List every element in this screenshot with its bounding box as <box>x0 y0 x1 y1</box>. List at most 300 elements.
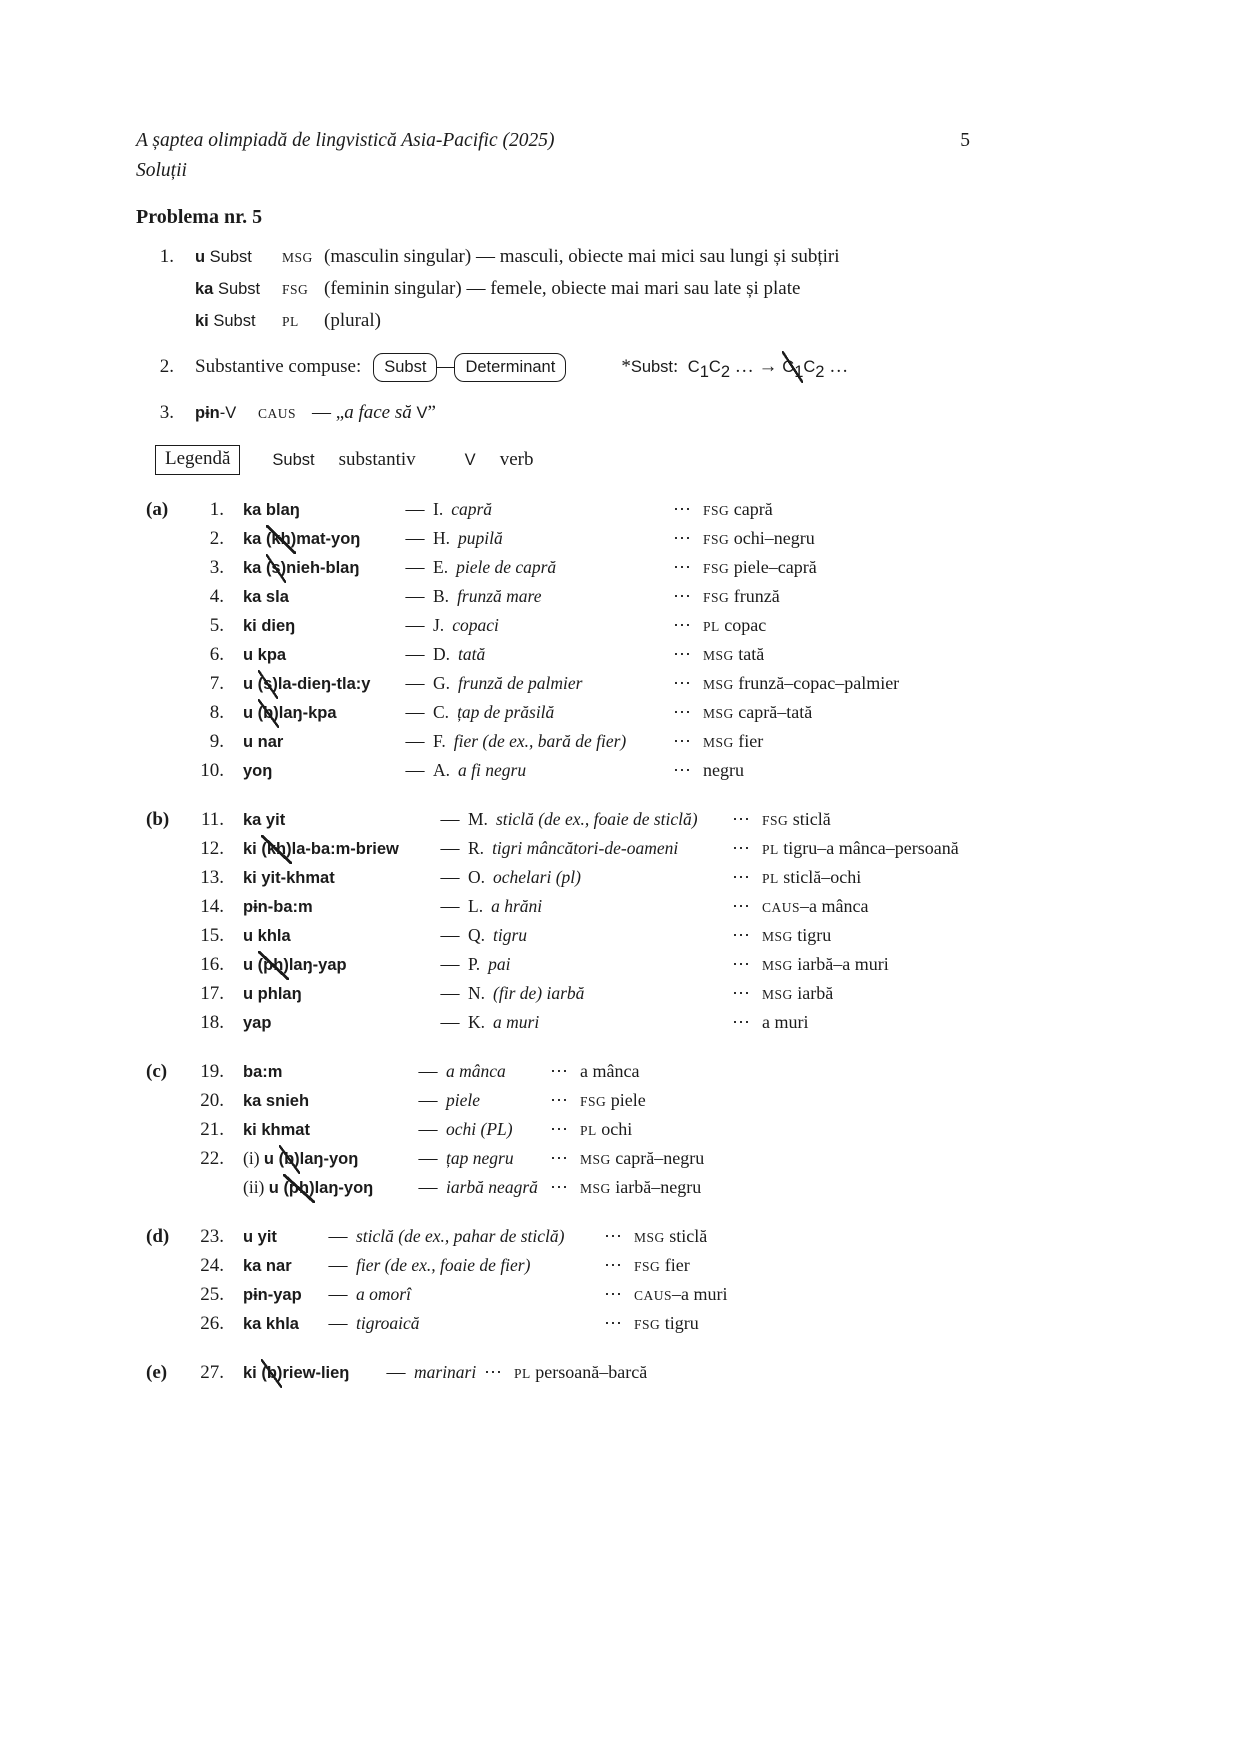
solution-row <box>136 1309 970 1338</box>
item-translation <box>468 863 732 892</box>
item-number: 13. <box>200 867 224 888</box>
section-label: (c) <box>146 1061 168 1082</box>
translation-text: sticlă (de ex., foaie de sticlă) <box>495 809 698 829</box>
match-letter: J. <box>433 615 445 635</box>
morpheme-gloss: negru <box>703 760 744 780</box>
noun-class-tag: MSG <box>282 250 313 265</box>
dash-separator: — <box>405 731 425 752</box>
morpheme-gloss: FSG sticlă <box>762 809 831 829</box>
item-number: 20. <box>200 1090 224 1111</box>
match-letter: H. <box>433 528 451 548</box>
dash-separator: — <box>405 586 425 607</box>
morpheme-gloss: FSG tigru <box>634 1313 699 1333</box>
solution-row <box>136 1057 970 1086</box>
item-translation <box>468 1008 732 1037</box>
item-translation <box>433 727 673 756</box>
cancelled-segment: (ph) <box>283 1174 314 1203</box>
item-form: u nar <box>243 733 284 751</box>
section-label: (a) <box>146 499 169 520</box>
item-number: 21. <box>200 1119 224 1140</box>
noun-class-description: (feminin singular) — femele, obiecte mai mari sau late și plate <box>324 278 801 299</box>
item-number: 19. <box>200 1061 224 1082</box>
solution-row <box>136 1144 970 1173</box>
translation-text: țap de prăsilă <box>457 702 555 722</box>
rule-noun-class-msg <box>136 241 970 273</box>
match-letter: M. <box>468 809 488 829</box>
solution-row <box>136 495 970 524</box>
morpheme-gloss: CAUS–a mânca <box>762 896 869 916</box>
noun-class-form: u Subst <box>195 248 252 266</box>
section-e <box>136 1358 970 1387</box>
compound-box-subst: Subst <box>373 353 437 382</box>
document-subtitle: Soluții <box>136 160 187 181</box>
morpheme-gloss: PL tigru–a mânca–persoană <box>762 838 959 858</box>
header-left <box>136 130 554 182</box>
compound-order-note: *Subst: $C_1C_2$ … → $C_1C_2$ … <box>621 351 848 383</box>
section-a <box>136 495 970 785</box>
morpheme-gloss: PL copac <box>703 615 767 635</box>
dash-separator: — <box>440 925 460 946</box>
item-form: ka yit <box>243 811 286 829</box>
item-translation <box>446 1173 550 1202</box>
cdots-separator: ⋯ <box>732 983 750 1003</box>
causative-form: pɨn-V <box>195 404 237 422</box>
item-form: u kpa <box>243 646 287 664</box>
match-letter: P. <box>468 954 481 974</box>
dash-separator: — <box>440 1012 460 1033</box>
solution-row <box>136 1115 970 1144</box>
cdots-separator: ⋯ <box>673 528 691 548</box>
morpheme-gloss: a mânca <box>580 1061 640 1081</box>
causative-tag: CAUS <box>258 406 297 421</box>
translation-text: a mânca <box>446 1061 506 1081</box>
cdots-separator: ⋯ <box>550 1119 568 1139</box>
translation-text: marinari <box>414 1362 477 1382</box>
cdots-separator: ⋯ <box>673 673 691 693</box>
item-translation <box>433 669 673 698</box>
solution-row <box>136 950 970 979</box>
item-translation <box>433 756 673 785</box>
legend-term-subst: Subst <box>272 450 315 469</box>
cancelled-segment: (b) <box>258 699 279 728</box>
item-form: u phlaŋ <box>243 985 302 1003</box>
item-translation <box>446 1057 550 1086</box>
item-translation <box>433 611 673 640</box>
solution-row <box>136 1086 970 1115</box>
solution-row <box>136 524 970 553</box>
item-form: u (b)laŋ-kpa <box>224 699 397 728</box>
legend <box>136 445 970 475</box>
translation-text: ochelari (pl) <box>493 867 581 887</box>
morpheme-gloss: MSG sticlă <box>634 1226 708 1246</box>
morpheme-gloss: MSG capră–negru <box>580 1148 705 1168</box>
item-form: ka khla <box>243 1315 299 1333</box>
match-letter: I. <box>433 499 444 519</box>
item-number: 27. <box>200 1362 224 1383</box>
cdots-separator: ⋯ <box>604 1226 622 1246</box>
item-form: ba:m <box>243 1063 283 1081</box>
section-b <box>136 805 970 1037</box>
rule-number: 3. <box>159 402 174 423</box>
page-number: 5 <box>960 130 970 151</box>
cdots-separator: ⋯ <box>732 954 750 974</box>
match-letter: D. <box>433 644 451 664</box>
translation-text: a fi negru <box>458 760 527 780</box>
section-label: (d) <box>146 1226 170 1247</box>
compound-box-determinant: Determinant <box>454 353 566 382</box>
morpheme-gloss: MSG iarbă–negru <box>580 1177 702 1197</box>
cdots-separator: ⋯ <box>732 1012 750 1032</box>
item-translation <box>468 805 732 834</box>
rule-noun-class-pl <box>136 305 970 337</box>
translation-text: capră <box>451 499 493 519</box>
document-title: A șaptea olimpiadă de lingvistică Asia-Pacific (2025) <box>136 130 555 151</box>
morpheme-gloss: MSG iarbă <box>762 983 834 1003</box>
noun-class-tag: PL <box>282 314 299 329</box>
translation-text: tigru <box>493 925 528 945</box>
item-translation <box>446 1144 550 1173</box>
causative-gloss: — „a face să V” <box>312 402 436 423</box>
solution-row <box>136 1251 970 1280</box>
item-number: 7. <box>209 673 224 694</box>
translation-text: tigri mâncători-de-oameni <box>492 838 679 858</box>
dash-separator: — <box>405 644 425 665</box>
noun-class-form: ka Subst <box>195 280 261 298</box>
legend-definition-subst: substantiv <box>338 449 416 470</box>
item-number: 3. <box>209 557 224 578</box>
solution-row <box>136 1280 970 1309</box>
dash-separator: — <box>440 983 460 1004</box>
morpheme-gloss: FSG piele <box>580 1090 646 1110</box>
cdots-separator: ⋯ <box>550 1177 568 1197</box>
item-form: ki dieŋ <box>243 617 296 635</box>
translation-text: frunză de palmier <box>458 673 583 693</box>
morpheme-gloss: MSG frunză–copac–palmier <box>703 673 900 693</box>
dash-separator: — <box>405 499 425 520</box>
solution-row <box>136 669 970 698</box>
translation-text: piele de capră <box>456 557 557 577</box>
dash-separator: — <box>418 1177 438 1198</box>
morpheme-gloss: MSG tată <box>703 644 765 664</box>
cancelled-segment: (ph) <box>258 951 289 980</box>
cdots-separator: ⋯ <box>732 896 750 916</box>
noun-class-description: (masculin singular) — masculi, obiecte mai mici sau lungi și subțiri <box>324 246 840 267</box>
solution-row <box>136 921 970 950</box>
rule-number: 2. <box>159 356 174 377</box>
item-number: 2. <box>209 528 224 549</box>
match-letter: C. <box>433 702 450 722</box>
dash-separator: — <box>328 1313 348 1334</box>
cdots-separator: ⋯ <box>550 1148 568 1168</box>
item-translation <box>433 698 673 727</box>
item-translation <box>446 1086 550 1115</box>
solution-row <box>136 892 970 921</box>
item-number: 11. <box>200 809 224 830</box>
item-number: 10. <box>200 760 224 781</box>
item-translation <box>433 582 673 611</box>
legend-term-v: V <box>464 450 476 469</box>
item-number: 24. <box>200 1255 224 1276</box>
match-letter: E. <box>433 557 449 577</box>
item-form: pɨn-ba:m <box>243 898 313 916</box>
cdots-separator: ⋯ <box>673 557 691 577</box>
morpheme-gloss: FSG fier <box>634 1255 690 1275</box>
item-form: pɨn-yap <box>243 1286 302 1304</box>
translation-text: sticlă (de ex., pahar de sticlă) <box>356 1226 565 1246</box>
page-content <box>136 130 970 1387</box>
section-label: (e) <box>146 1362 168 1383</box>
item-form: yoŋ <box>243 762 273 780</box>
translation-text: frunză mare <box>457 586 542 606</box>
item-number: 25. <box>200 1284 224 1305</box>
dash-separator: — <box>405 615 425 636</box>
match-letter: Q. <box>468 925 486 945</box>
item-number: 23. <box>200 1226 224 1247</box>
solution-row <box>136 611 970 640</box>
match-letter: G. <box>433 673 451 693</box>
translation-text: piele <box>446 1090 481 1110</box>
match-letter: L. <box>468 896 484 916</box>
solution-row <box>136 640 970 669</box>
solution-row <box>136 1222 970 1251</box>
cdots-separator: ⋯ <box>673 499 691 519</box>
dash-separator: — <box>418 1148 438 1169</box>
cancelled-segment: $C_1$ <box>782 351 803 383</box>
item-number: 22. <box>200 1148 224 1169</box>
item-form: ki yit-khmat <box>243 869 335 887</box>
noun-class-tag: FSG <box>282 282 309 297</box>
cdots-separator: ⋯ <box>732 925 750 945</box>
item-form: yap <box>243 1014 272 1032</box>
item-translation <box>433 524 673 553</box>
item-translation <box>433 640 673 669</box>
item-number: 4. <box>209 586 224 607</box>
morpheme-gloss: FSG ochi–negru <box>703 528 815 548</box>
morpheme-gloss: FSG frunză <box>703 586 780 606</box>
legend-definition-v: verb <box>499 449 534 470</box>
item-form: ki (kh)la-ba:m-briew <box>224 835 432 864</box>
item-number: 1. <box>209 499 224 520</box>
compound-rule-label: Substantive compuse: <box>195 356 362 377</box>
match-letter: K. <box>468 1012 486 1032</box>
translation-text: țap negru <box>446 1148 514 1168</box>
item-number: 6. <box>209 644 224 665</box>
item-number: 12. <box>200 838 224 859</box>
translation-text: copaci <box>452 615 499 635</box>
morpheme-gloss: MSG iarbă–a muri <box>762 954 889 974</box>
item-translation <box>414 1358 484 1387</box>
cdots-separator: ⋯ <box>673 702 691 722</box>
morpheme-gloss: MSG capră–tată <box>703 702 813 722</box>
morpheme-gloss: PL sticlă–ochi <box>762 867 862 887</box>
match-letter: F. <box>433 731 446 751</box>
translation-text: pupilă <box>458 528 503 548</box>
legend-box-label: Legendă <box>155 445 240 475</box>
translation-text: ochi (PL) <box>446 1119 513 1139</box>
dash-separator: — <box>440 809 460 830</box>
item-translation <box>468 834 732 863</box>
item-translation <box>356 1251 604 1280</box>
item-form: u (ph)laŋ-yap <box>224 951 432 980</box>
section-label: (b) <box>146 809 170 830</box>
item-form: (ii) u (ph)laŋ-yoŋ <box>224 1173 410 1203</box>
dash-separator: — <box>328 1284 348 1305</box>
dash-separator: — <box>328 1226 348 1247</box>
cdots-separator: ⋯ <box>673 644 691 664</box>
translation-text: tigroaică <box>356 1313 420 1333</box>
match-letter: B. <box>433 586 450 606</box>
item-translation <box>433 495 673 524</box>
dash-separator: — <box>440 954 460 975</box>
cancelled-segment: (s) <box>266 554 286 583</box>
translation-text: pai <box>488 954 511 974</box>
item-form: ka (s)nieh-blaŋ <box>224 554 397 583</box>
cdots-separator: ⋯ <box>550 1061 568 1081</box>
match-letter: N. <box>468 983 486 1003</box>
item-number: 9. <box>209 731 224 752</box>
item-form: ka nar <box>243 1257 292 1275</box>
solution-row <box>136 1008 970 1037</box>
match-letter: A. <box>433 760 451 780</box>
section-d <box>136 1222 970 1338</box>
item-number: 17. <box>200 983 224 1004</box>
cdots-separator: ⋯ <box>673 731 691 751</box>
cancelled-segment: (kh) <box>261 835 291 864</box>
cancelled-segment: (s) <box>258 670 278 699</box>
solution-row <box>136 1173 970 1202</box>
dash-separator: — <box>405 760 425 781</box>
match-letter: R. <box>468 838 485 858</box>
page-header <box>136 130 970 182</box>
compound-connector-line <box>437 367 454 368</box>
solution-row <box>136 1358 970 1387</box>
item-translation <box>356 1309 604 1338</box>
dash-separator: — <box>405 673 425 694</box>
item-translation <box>468 950 732 979</box>
item-number: 18. <box>200 1012 224 1033</box>
cdots-separator: ⋯ <box>484 1362 502 1382</box>
translation-text: tată <box>458 644 486 664</box>
dash-separator: — <box>440 867 460 888</box>
dash-separator: — <box>418 1119 438 1140</box>
item-form: ka blaŋ <box>243 501 300 519</box>
rule-compounds <box>136 351 970 383</box>
item-translation <box>468 979 732 1008</box>
morpheme-gloss: PL ochi <box>580 1119 633 1139</box>
morpheme-gloss: CAUS–a muri <box>634 1284 728 1304</box>
solution-row <box>136 698 970 727</box>
match-letter: O. <box>468 867 486 887</box>
solution-row <box>136 863 970 892</box>
solution-row <box>136 979 970 1008</box>
rule-causative <box>136 397 970 429</box>
translation-text: fier (de ex., bară de fier) <box>453 731 627 751</box>
problem-title: Problema nr. 5 <box>136 206 263 228</box>
item-form: u yit <box>243 1228 277 1246</box>
dash-separator: — <box>418 1061 438 1082</box>
morpheme-gloss: FSG capră <box>703 499 773 519</box>
dash-separator: — <box>418 1090 438 1111</box>
item-translation <box>356 1222 604 1251</box>
solution-row <box>136 582 970 611</box>
item-form: ki khmat <box>243 1121 310 1139</box>
noun-class-description: (plural) <box>324 310 381 331</box>
translation-text: a hrăni <box>491 896 543 916</box>
item-number: 5. <box>209 615 224 636</box>
item-translation <box>468 921 732 950</box>
item-form: ka snieh <box>243 1092 310 1110</box>
dash-separator: — <box>440 896 460 917</box>
cancelled-segment: (b) <box>261 1359 282 1388</box>
cdots-separator: ⋯ <box>673 615 691 635</box>
item-form: ka sla <box>243 588 289 606</box>
cdots-separator: ⋯ <box>732 809 750 829</box>
solution-row <box>136 756 970 785</box>
translation-text: a muri <box>493 1012 540 1032</box>
morpheme-gloss: FSG piele–capră <box>703 557 817 577</box>
cancelled-segment: (b) <box>279 1145 300 1174</box>
item-form: ki (b)riew-lieŋ <box>224 1359 378 1388</box>
morpheme-gloss: a muri <box>762 1012 809 1032</box>
rule-noun-class-fsg <box>136 273 970 305</box>
item-translation <box>356 1280 604 1309</box>
item-number: 15. <box>200 925 224 946</box>
morpheme-gloss: MSG fier <box>703 731 764 751</box>
dash-separator: — <box>386 1362 406 1383</box>
item-translation <box>468 892 732 921</box>
item-translation <box>433 553 673 582</box>
translation-text: fier (de ex., foaie de fier) <box>356 1255 531 1275</box>
section-c <box>136 1057 970 1202</box>
item-form: ka (kh)mat-yoŋ <box>224 525 397 554</box>
item-form: u khla <box>243 927 291 945</box>
cdots-separator: ⋯ <box>732 867 750 887</box>
solution-row <box>136 553 970 582</box>
item-form: u (s)la-dieŋ-tla:y <box>224 670 397 699</box>
cdots-separator: ⋯ <box>732 838 750 858</box>
cdots-separator: ⋯ <box>673 760 691 780</box>
morpheme-gloss: PL persoană–barcă <box>514 1362 648 1382</box>
rule-number: 1. <box>159 246 174 267</box>
noun-class-form: ki Subst <box>195 312 256 330</box>
dash-separator: — <box>405 528 425 549</box>
cdots-separator: ⋯ <box>604 1255 622 1275</box>
solution-row <box>136 834 970 863</box>
dash-separator: — <box>405 557 425 578</box>
item-number: 8. <box>209 702 224 723</box>
cdots-separator: ⋯ <box>604 1284 622 1304</box>
solution-row <box>136 805 970 834</box>
translation-text: (fir de) iarbă <box>493 983 585 1003</box>
item-number: 16. <box>200 954 224 975</box>
sections <box>136 495 970 1387</box>
item-translation <box>446 1115 550 1144</box>
morpheme-gloss: MSG tigru <box>762 925 832 945</box>
rules-block <box>136 241 970 429</box>
translation-text: a omorî <box>356 1284 411 1304</box>
cdots-separator: ⋯ <box>604 1313 622 1333</box>
item-number: 14. <box>200 896 224 917</box>
dash-separator: — <box>440 838 460 859</box>
item-form: (i) u (b)laŋ-yoŋ <box>224 1144 410 1174</box>
solution-row <box>136 727 970 756</box>
dash-separator: — <box>328 1255 348 1276</box>
cdots-separator: ⋯ <box>673 586 691 606</box>
cdots-separator: ⋯ <box>550 1090 568 1110</box>
cancelled-segment: (kh) <box>266 525 296 554</box>
item-number: 26. <box>200 1313 224 1334</box>
dash-separator: — <box>405 702 425 723</box>
